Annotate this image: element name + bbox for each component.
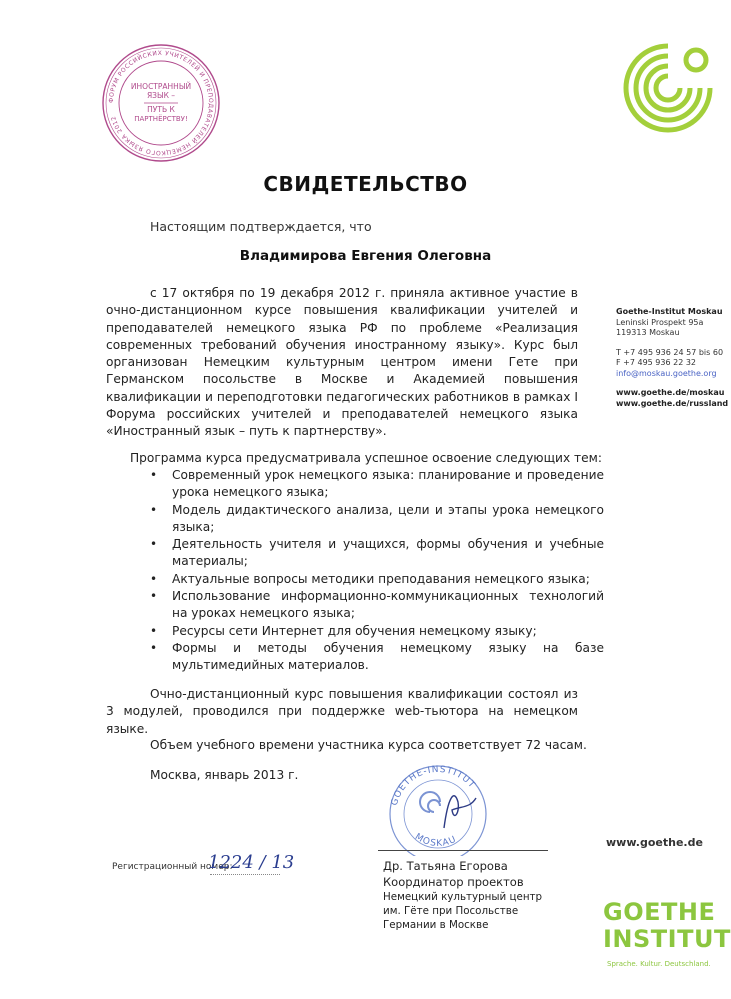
- list-item: • Современный урок немецкого языка: планирование и проведение урока немецкого языка;: [172, 467, 604, 502]
- contact-web-link-russland[interactable]: www.goethe.de/russland: [616, 398, 729, 408]
- place-date: Москва, январь 2013 г.: [150, 768, 299, 782]
- contact-email-link[interactable]: info@moskau.goethe.org: [616, 368, 717, 378]
- contact-city: 119313 Moskau: [616, 328, 680, 337]
- signer-block: [383, 858, 542, 932]
- list-item: • Деятельность учителя и учащихся, формы обучения и учебные материалы;: [172, 536, 604, 571]
- list-item: • Ресурсы сети Интернет для обучения немецкому языку;: [172, 623, 604, 640]
- signer-position: Координатор проектов: [383, 875, 524, 889]
- forum-seal-icon: [100, 42, 222, 164]
- list-item: • Актуальные вопросы методики преподавания немецкого языка;: [172, 571, 604, 588]
- signature-line: [378, 850, 548, 851]
- list-item: • Модель дидактического анализа, цели и этапы урока немецкого языка;: [172, 502, 604, 537]
- contact-block: [616, 307, 728, 409]
- seal-ring-text: ФОРУМ РОССИЙСКИХ УЧИТЕЛЕЙ И ПРЕПОДАВАТЕЛЕЙ НЕМЕЦКОГО ЯЗЫКА 2012: [107, 49, 215, 157]
- seal-line-3: ПУТЬ К: [147, 105, 175, 114]
- brand-name-line-2: INSTITUT: [603, 925, 731, 953]
- contact-fax: F +7 495 936 22 32: [616, 358, 697, 367]
- signer-org-2: им. Гёте при Посольстве: [383, 905, 519, 917]
- main-paragraph: с 17 октября по 19 декабря 2012 г. приняла активное участие в очно-дистанционном курсе повышения квалификации учителей и преподавателей немецкого языка РФ по проблеме «Реализация современных требований обучения иностранному языку». Курс был организован Немецким культурным центром имени Гете при Германском посольстве в Москве и Академией повышения квалификации и переподготовки педагогических работников в рамках I Форума российских учителей и преподавателей немецкого языка «Иностранный язык – путь к партнерству».: [106, 286, 578, 439]
- goethe-logo-icon: [622, 42, 714, 134]
- signer-org-3: Германии в Москве: [383, 919, 489, 931]
- list-item: • Использование информационно-коммуникационных технологий на уроках немецкого языка;: [172, 588, 604, 623]
- brand-tagline: Sprache. Kultur. Deutschland.: [607, 960, 711, 968]
- topics-list: [150, 467, 604, 675]
- seal-line-4: ПАРТНЁРСТВУ!: [134, 115, 188, 123]
- hours-paragraph: Объем учебного времени участника курса соответствует 72 часам.: [150, 738, 587, 752]
- contact-institute-name: Goethe-Institut Moskau: [616, 307, 723, 316]
- program-intro: Программа курса предусматривала успешное освоение следующих тем:: [130, 451, 602, 465]
- registration-label: Регистрационный номер:: [112, 862, 233, 872]
- brand-name-line-1: GOETHE: [603, 898, 716, 926]
- seal-line-2: ЯЗЫК –: [146, 91, 176, 100]
- contact-web-link-moskau[interactable]: www.goethe.de/moskau: [616, 388, 725, 397]
- contact-street: Leninski Prospekt 95a: [616, 317, 704, 327]
- contact-phone: T +7 495 936 24 57 bis 60: [616, 347, 724, 357]
- svg-text:MOSKAU: [413, 832, 458, 849]
- list-item: • Формы и методы обучения немецкому языку на базе мультимедийных материалов.: [172, 640, 604, 675]
- signer-org-1: Немецкий культурный центр: [383, 891, 543, 903]
- institute-stamp-icon: [374, 758, 502, 856]
- modules-paragraph: Очно-дистанционный курс повышения квалификации состоял из 3 модулей, проводился при поддержке web-тьютора на немецком языке.: [106, 687, 578, 736]
- recipient-name: Владимирова Евгения Олеговна: [239, 248, 492, 264]
- footer-site-link[interactable]: www.goethe.de: [606, 836, 703, 849]
- seal-line-1: ИНОСТРАННЫЙ: [130, 82, 192, 91]
- stamp-top-text: GOETHE-INSTITUT: [389, 764, 478, 807]
- confirmation-text: Настоящим подтверждается, что: [150, 219, 372, 234]
- registration-line: [210, 874, 280, 875]
- stamp-bottom-text: MOSKAU: [412, 832, 459, 849]
- certificate-title: СВИДЕТЕЛЬСТВО: [263, 172, 468, 196]
- registration-number: 1224 / 13: [208, 852, 295, 873]
- signer-name: Др. Татьяна Егорова: [383, 859, 508, 873]
